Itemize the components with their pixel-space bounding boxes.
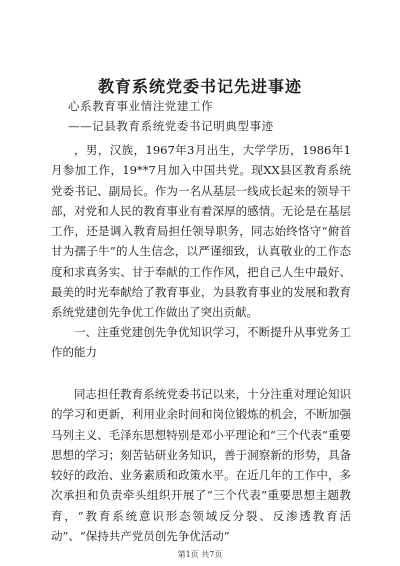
section-heading-1: 一、注重党建创先争优知识学习，不断提升从事党务工作的能力	[51, 325, 351, 360]
document-subtitle: 心系教育事业情注党建工作	[68, 99, 214, 113]
document-subtitle-2: ——记县教育系统党委书记明典型事迹	[68, 119, 274, 133]
document-title: 教育系统党委书记先进事迹	[97, 77, 302, 96]
page-footer: 第1页 共7页	[177, 550, 223, 559]
body-paragraph-intro: ，男，汉族，1967年3月出生，大学学历，1986年1月参加工作，19**7月加入中国共党。现XX县区教育系统党委书记、副局长。作为一名从基层一线成长起来的领导干部，对党和人民的教育事业有着深厚的感情。无论是在基层工作，还是调入教育局担任领导职务，同志始终恪守“俯首甘为孺子牛”的人生信念，以严谨细致，认真敬业的工作态度和求真务实、甘于奉献的工作作风，把自己人生中最好、最美的时光奉献给了教育事业，为县教育事业的发展和教育系统党建创先争优工作做出了突出贡献。	[51, 143, 351, 320]
body-paragraph-section-1: 同志担任教育系统党委书记以来，十分注重对理论知识的学习和更新，利用业余时间和岗位锻炼的机会，不断加强马列主义、毛泽东思想特别是邓小平理论和“三个代表”重要思想的学习；刻苦钻研业务知识，善于洞察新的形势，具备较好的政治、业务素质和政策水平。在近几年的工作中，多次承担和负责牵头组织开展了“三个代表”重要思想主题教育，“教育系统意识形态领域反分裂、反渗透教育活动”、“保持共产党员创先争优活动”	[51, 387, 351, 544]
